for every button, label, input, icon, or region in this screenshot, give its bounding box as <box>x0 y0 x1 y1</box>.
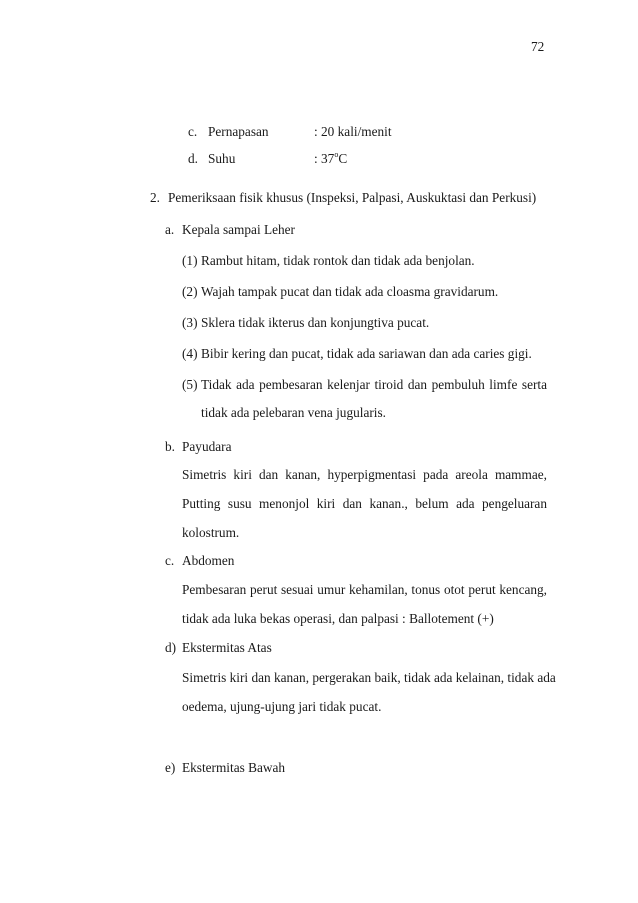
subsection-a-letter: a. <box>165 222 175 237</box>
subsection-c-letter: c. <box>165 553 175 568</box>
item-text: Tidak ada pembesaran kelenjar tiroid dan pembuluh limfe serta <box>201 377 547 392</box>
section-title: Pemeriksaan fisik khusus (Inspeksi, Palpasi, Auskuktasi dan Perkusi) <box>168 190 537 205</box>
paragraph-line: Putting susu menonjol kiri dan kanan., belum ada pengeluaran <box>182 496 547 511</box>
item-number: (1) <box>182 253 198 268</box>
page-number: 72 <box>531 39 545 54</box>
item-text: Sklera tidak ikterus dan konjungtiva pucat. <box>201 315 430 330</box>
subsection-b-title: Payudara <box>182 439 232 454</box>
paragraph-line: Simetris kiri dan kanan, hyperpigmentasi pada areola mammae, <box>182 467 547 482</box>
paragraph-line: Pembesaran perut sesuai umur kehamilan, tonus otot perut kencang, <box>182 582 547 597</box>
subsection-a-title: Kepala sampai Leher <box>182 222 295 237</box>
item-number: (4) <box>182 346 198 361</box>
vital-d-value: : 37$^o$C <box>314 149 348 166</box>
item-number: (5) <box>182 377 198 392</box>
item-number: (3) <box>182 315 198 330</box>
subsection-d-letter: d) <box>165 640 177 655</box>
subsection-e-title: Ekstermitas Bawah <box>182 760 286 775</box>
subsection-e-letter: e) <box>165 760 176 775</box>
vital-c-letter: c. <box>188 124 198 139</box>
item-text: Bibir kering dan pucat, tidak ada sariawan dan ada caries gigi. <box>201 346 532 361</box>
section-number: 2. <box>150 190 160 205</box>
paragraph-line: oedema, ujung-ujung jari tidak pucat. <box>182 699 382 714</box>
subsection-d-title: Ekstermitas Atas <box>182 640 272 655</box>
vital-d-label: Suhu <box>208 151 236 166</box>
item-text: Rambut hitam, tidak rontok dan tidak ada benjolan. <box>201 253 475 268</box>
subsection-c-title: Abdomen <box>182 553 235 568</box>
subsection-b-letter: b. <box>165 439 175 454</box>
item-text: Wajah tampak pucat dan tidak ada cloasma gravidarum. <box>201 284 499 299</box>
vital-c-value: : 20 kali/menit <box>314 124 392 139</box>
paragraph-line: Simetris kiri dan kanan, pergerakan baik, tidak ada kelainan, tidak ada <box>182 670 556 685</box>
vital-d-letter: d. <box>188 151 198 166</box>
paragraph-line: kolostrum. <box>182 525 240 540</box>
item-number: (2) <box>182 284 198 299</box>
vital-c-label: Pernapasan <box>208 124 269 139</box>
item-text-continuation: tidak ada pelebaran vena jugularis. <box>201 405 386 420</box>
paragraph-line: tidak ada luka bekas operasi, dan palpasi : Ballotement (+) <box>182 611 494 626</box>
